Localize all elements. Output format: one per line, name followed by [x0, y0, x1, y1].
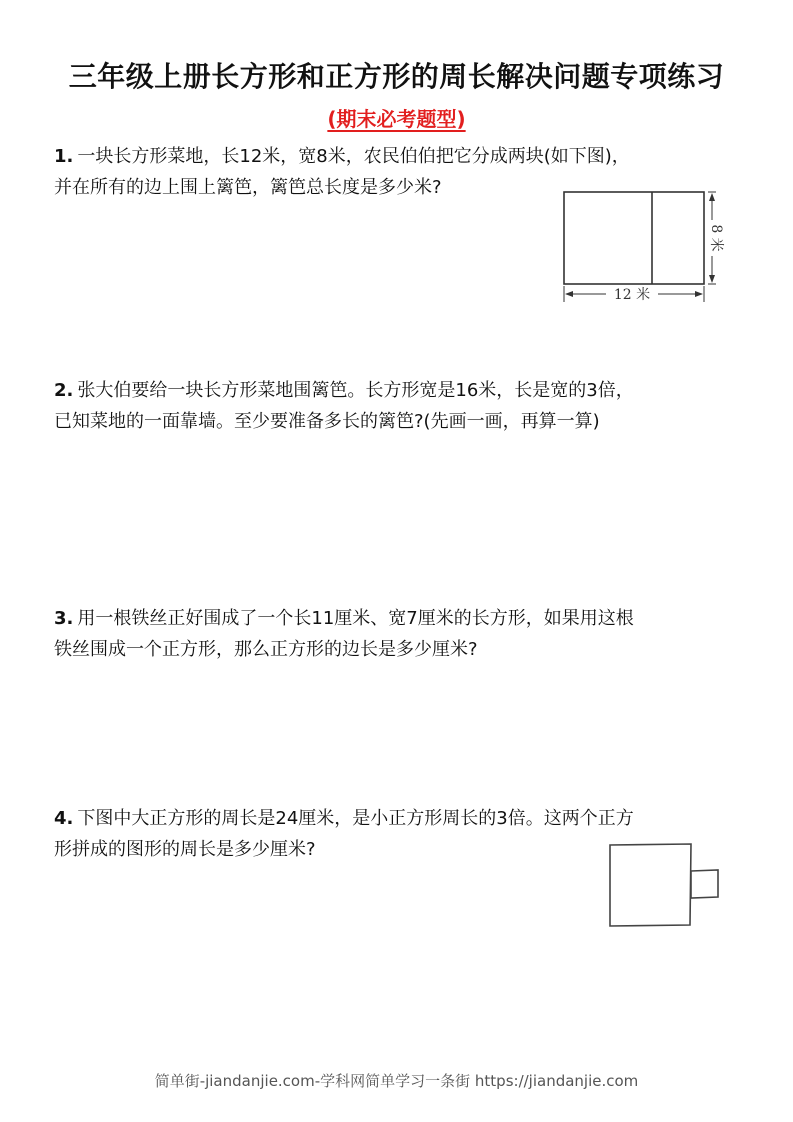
page-subtitle: [0, 103, 793, 132]
two-squares-diagram: [605, 840, 725, 932]
large-square: [610, 844, 691, 926]
question-1-line-1: 1. 一块长方形菜地，长12米，宽8米，农民伯伯把它分成两块(如下图)，: [54, 146, 630, 167]
page-title: 三年级上册长方形和正方形的周长解决问题专项练习: [68, 60, 725, 93]
question-number: 1.: [54, 146, 74, 167]
subtitle-text: (期末必考题型): [327, 107, 466, 131]
question-3: [54, 603, 744, 665]
question-number: 4.: [54, 808, 74, 829]
split-rectangle-diagram: [558, 186, 728, 306]
question-3-line-1: 3. 用一根铁丝正好围成了一个长11厘米、宽7厘米的长方形，如果用这根: [54, 608, 634, 629]
question-number: 2.: [54, 380, 74, 401]
question-number: 3.: [54, 608, 74, 629]
width-label: 8 米: [708, 224, 724, 252]
question-4-figure: [605, 840, 725, 936]
question-2-line-1: 2. 张大伯要给一块长方形菜地围篱笆。长方形宽是16米，长是宽的3倍，: [54, 380, 634, 401]
question-4-line-1: 4. 下图中大正方形的周长是24厘米，是小正方形周长的3倍。这两个正方: [54, 808, 634, 829]
question-3-line-2: 铁丝围成一个正方形，那么正方形的边长是多少厘米?: [54, 639, 478, 660]
question-2-line-2: 已知菜地的一面靠墙。至少要准备多长的篱笆?(先画一画，再算一算): [54, 411, 600, 432]
footer-watermark: 简单街-jiandanjie.com-学科网简单学习一条街 https://jiandanjie.com: [154, 1072, 639, 1090]
question-1-figure: [558, 186, 728, 310]
question-2: [54, 375, 744, 437]
question-4-line-2: 形拼成的图形的周长是多少厘米?: [54, 839, 316, 860]
small-square: [691, 870, 718, 898]
question-1-line-2: 并在所有的边上围上篱笆，篱笆总长度是多少米?: [54, 177, 442, 198]
length-label: 12 米: [613, 287, 651, 303]
